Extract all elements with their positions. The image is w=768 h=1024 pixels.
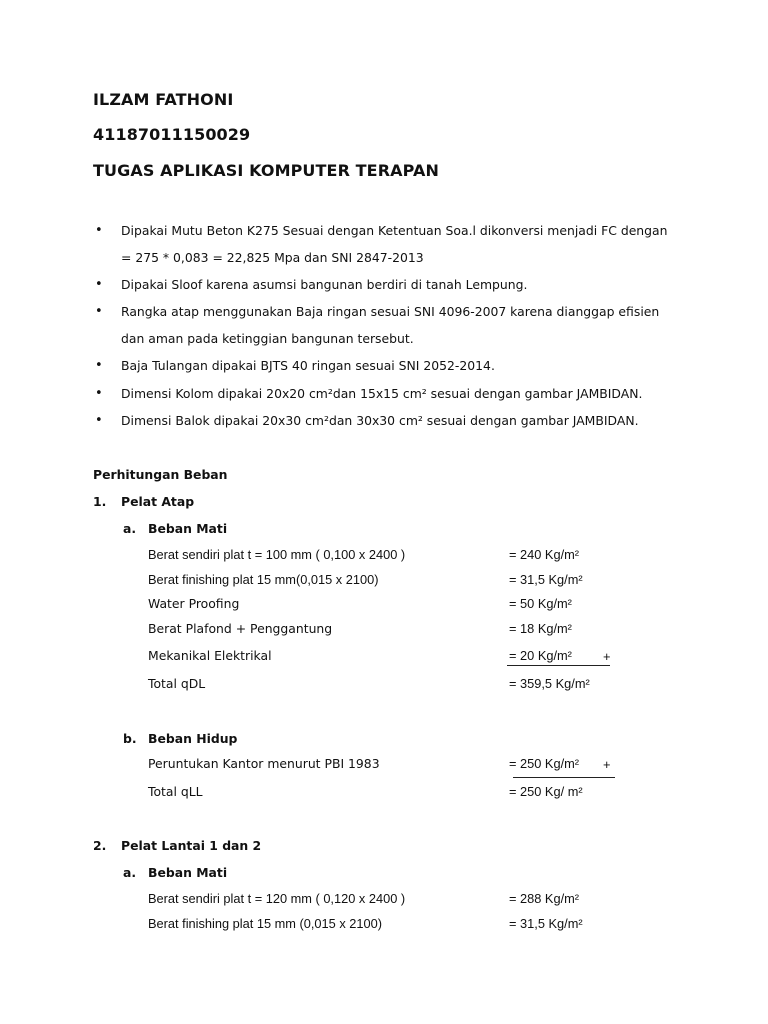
total-value: = 250 Kg/ m² [509, 784, 583, 799]
load-value: = 18 Kg/m² [509, 621, 572, 636]
bullet-text: Baja Tulangan dipakai BJTS 40 ringan sesuai SNI 2052-2014. [121, 358, 495, 373]
load-label: Berat finishing plat 15 mm (0,015 x 2100) [148, 916, 383, 931]
subsection-letter: b. [123, 731, 137, 746]
plus-sign: + [603, 649, 611, 664]
total-value: = 359,5 Kg/m² [509, 676, 590, 691]
student-name: ILZAM FATHONI [93, 90, 234, 109]
load-value: = 250 Kg/m² [509, 756, 580, 771]
section-title: Pelat Atap [121, 494, 195, 509]
load-label: Peruntukan Kantor menurut PBI 1983 [148, 756, 380, 771]
total-label: Total qLL [148, 784, 203, 799]
bullet-text: dan aman pada ketinggian bangunan tersebut. [121, 331, 414, 346]
assignment-title: TUGAS APLIKASI KOMPUTER TERAPAN [93, 161, 439, 180]
section-number: 1. [93, 494, 107, 509]
load-label: Berat finishing plat 15 mm(0,015 x 2100) [148, 572, 379, 587]
section-number: 2. [93, 838, 107, 853]
load-label: Berat sendiri plat t = 100 mm ( 0,100 x 2400 ) [148, 547, 406, 562]
subsection-letter: a. [123, 865, 137, 880]
load-label: Berat Plafond + Penggantung [148, 621, 333, 636]
bullet-text: Dimensi Balok dipakai 20x30 cm²dan 30x30 cm² sesuai dengan gambar JAMBIDAN. [121, 413, 639, 428]
load-value: = 31,5 Kg/m² [509, 572, 583, 587]
bullet-icon: • [95, 277, 103, 292]
bullet-text: Dimensi Kolom dipakai 20x20 cm²dan 15x15 cm² sesuai dengan gambar JAMBIDAN. [121, 386, 643, 401]
load-value: = 50 Kg/m² [509, 596, 572, 611]
load-value: = 240 Kg/m² [509, 547, 580, 562]
section-heading: Perhitungan Beban [93, 467, 228, 482]
total-label: Total qDL [148, 676, 206, 691]
bullet-text: = 275 * 0,083 = 22,825 Mpa dan SNI 2847-2013 [121, 250, 424, 265]
section-title: Pelat Lantai 1 dan 2 [121, 838, 262, 853]
bullet-icon: • [95, 386, 103, 401]
bullet-text: Dipakai Sloof karena asumsi bangunan berdiri di tanah Lempung. [121, 277, 528, 292]
subsection-title: Beban Mati [148, 521, 228, 536]
bullet-icon: • [95, 358, 103, 373]
sum-underline [513, 777, 615, 778]
bullet-icon: • [95, 413, 103, 428]
sum-underline [507, 665, 610, 666]
load-value: = 31,5 Kg/m² [509, 916, 583, 931]
bullet-text: Rangka atap menggunakan Baja ringan sesuai SNI 4096-2007 karena dianggap efisien [121, 304, 660, 319]
subsection-letter: a. [123, 521, 137, 536]
subsection-title: Beban Mati [148, 865, 228, 880]
bullet-icon: • [95, 223, 103, 238]
bullet-text: Dipakai Mutu Beton K275 Sesuai dengan Ketentuan Soa.l dikonversi menjadi FC dengan [121, 223, 668, 238]
load-value: = 288 Kg/m² [509, 891, 580, 906]
plus-sign: + [603, 757, 611, 772]
subsection-title: Beban Hidup [148, 731, 238, 746]
load-label: Berat sendiri plat t = 120 mm ( 0,120 x 2400 ) [148, 891, 406, 906]
load-label: Water Proofing [148, 596, 240, 611]
student-id: 41187011150029 [93, 125, 251, 144]
load-value: = 20 Kg/m² [509, 648, 572, 663]
load-label: Mekanikal Elektrikal [148, 648, 272, 663]
bullet-icon: • [95, 304, 103, 319]
